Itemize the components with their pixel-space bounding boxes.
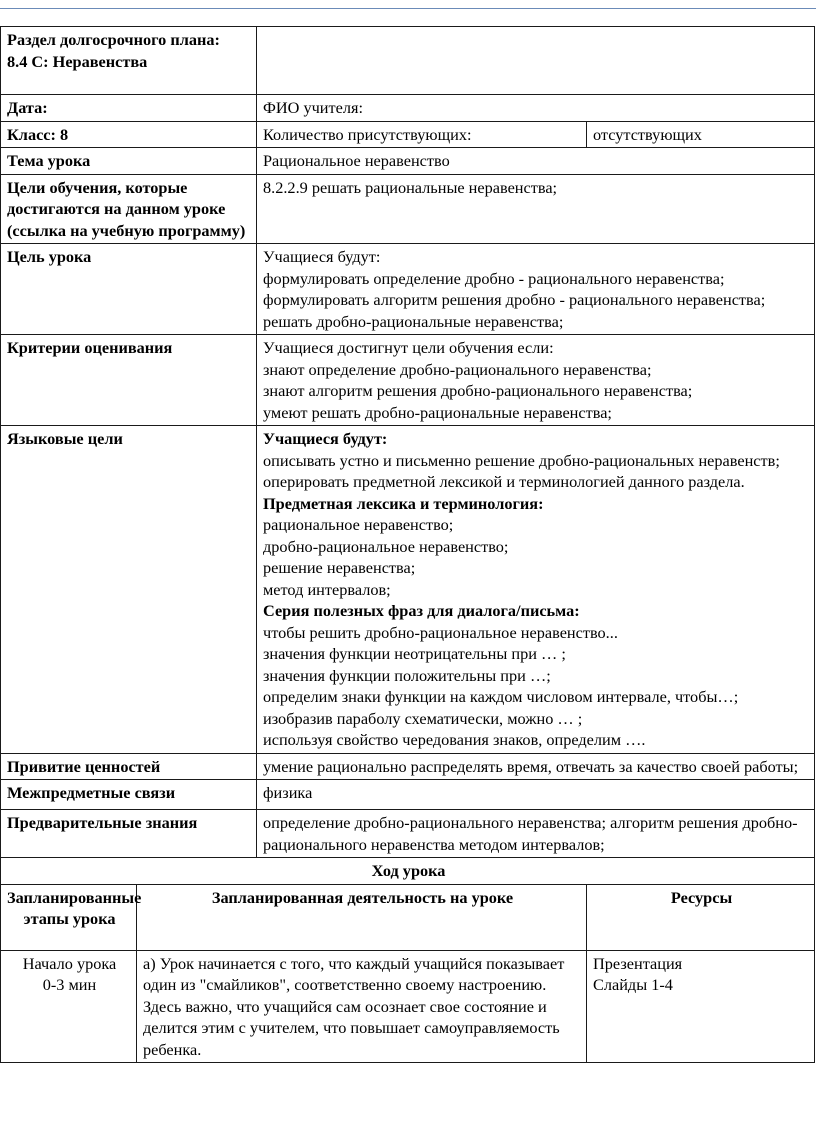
page-top-rule [0,8,816,9]
values-label: Привитие ценностей [1,753,257,780]
goal-line: формулировать определение дробно - рационального неравенства; [263,268,725,288]
goal-value [257,244,815,335]
prior-label: Предварительные знания [1,810,257,858]
values-value: умение рационально распределять время, отвечать за качество своей работы; [257,753,815,780]
language-heading: Учащиеся будут: [263,429,388,448]
row-topic [1,148,815,175]
language-line: чтобы решить дробно-рациональное неравенство... [263,622,618,642]
absent-label: отсутствующих [587,121,815,148]
objectives-value: 8.2.2.9 решать рациональные неравенства; [257,174,815,244]
present-label: Количество присутствующих: [257,121,587,148]
class-label: Класс: 8 [1,121,257,148]
row-language [1,426,815,754]
row-section [1,27,815,95]
goal-line: решать дробно-рациональные неравенства; [263,311,564,331]
row-criteria [1,335,815,426]
teacher-label: ФИО учителя: [257,95,815,122]
section-value-cell [257,27,815,95]
language-line: определим знаки функции на каждом числовом интервале, чтобы…; [263,687,739,706]
col-activity-header: Запланированная деятельность на уроке [137,884,587,950]
date-label: Дата: [1,95,257,122]
goal-line: Учащиеся будут: [263,247,381,266]
row-class [1,121,815,148]
row1-resource: Слайды 1-4 [593,975,673,994]
row-goal [1,244,815,335]
row1-activity: а) Урок начинается с того, что каждый учащийся показывает один из "смайликов", соответственно своему настроению. Здесь важно, что учащийся сам осознает свое состояние и делится этим с учителем, что повышает самоуправляемость ребенка. [137,950,587,1063]
section-label-cell [1,27,257,95]
row-crosslinks [1,780,815,810]
topic-value: Рациональное неравенство [257,148,815,175]
language-line: дробно-рациональное неравенство; [263,536,509,556]
row1-resources-cell [587,950,815,1063]
criteria-line: умеют решать дробно-рациональные неравенства; [263,402,612,422]
language-line: значения функции положительны при …; [263,665,551,685]
crosslinks-label: Межпредметные связи [1,780,257,810]
row-lesson-title [1,858,815,885]
criteria-value [257,335,815,426]
section-label: Раздел долгосрочного плана: [7,30,220,49]
col-resources-header: Ресурсы [587,884,815,950]
row1-time: 0-3 мин [42,975,97,994]
row-objectives [1,174,815,244]
language-value [257,426,815,754]
criteria-label: Критерии оценивания [1,335,257,426]
language-line: рациональное неравенство; [263,515,454,534]
topic-label: Тема урока [1,148,257,175]
row-lesson-1 [1,950,815,1063]
prior-value: определение дробно-рационального неравенства; алгоритм решения дробно-рационального неравенства методом интервалов; [257,810,815,858]
language-heading: Предметная лексика и терминология: [263,493,544,513]
language-line: метод интервалов; [263,579,391,599]
row1-stage-cell [1,950,137,1063]
section-value: 8.4 С: Неравенства [7,51,148,71]
crosslinks-value: физика [257,780,815,810]
row-lesson-header [1,884,815,950]
row-date [1,95,815,122]
criteria-line: знают определение дробно-рационального неравенства; [263,359,652,379]
language-label: Языковые цели [1,426,257,754]
goal-line: формулировать алгоритм решения дробно - рационального неравенства; [263,290,766,309]
col-stages-header: Запланированные этапы урока [1,884,137,950]
language-line: используя свойство чередования знаков, определим …. [263,730,646,749]
row-values [1,753,815,780]
lesson-plan-table [0,26,815,1063]
language-line: оперировать предметной лексикой и терминологией данного раздела. [263,472,745,491]
objectives-label: Цели обучения, которые достигаются на данном уроке (ссылка на учебную программу) [1,174,257,244]
language-line: значения функции неотрицательны при … ; [263,644,566,663]
row-prior [1,810,815,858]
language-line: описывать устно и письменно решение дробно-рациональных неравенств; [263,450,780,470]
criteria-line: знают алгоритм решения дробно-рационального неравенства; [263,381,693,400]
row1-resource: Презентация [593,953,683,973]
language-line: изобразив параболу схематически, можно … ; [263,708,583,728]
criteria-line: Учащиеся достигнут цели обучения если: [263,338,554,357]
row1-stage: Начало урока [22,953,117,973]
lesson-title: Ход урока [1,858,815,885]
language-heading: Серия полезных фраз для диалога/письма: [263,601,580,620]
language-line: решение неравенства; [263,558,416,577]
goal-label: Цель урока [1,244,257,335]
